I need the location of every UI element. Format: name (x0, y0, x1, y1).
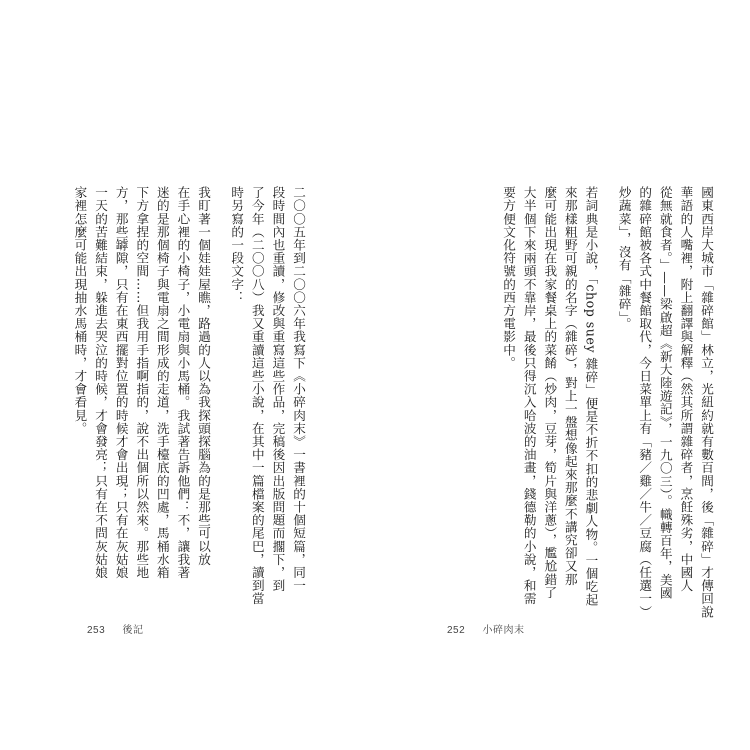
page-number: 253 (87, 625, 106, 636)
running-head: 小碎肉末 (482, 625, 525, 636)
text-column: 從無就食者。」——梁啟超《新大陸遊記》，一九〇三）。幟轉百年，美國 (657, 186, 673, 600)
text-column: 大半個下來兩頭不靠岸，最後只得沉入哈波的油畫，錢德勒的小說，和需 (521, 186, 537, 606)
page-footer (447, 621, 524, 636)
text-column: 方，那些罅隙，只有在東西擺對位置的時候才會出現；只有在灰姑娘 (113, 186, 129, 579)
text-column: 來那樣粗野可親的名字（雜碎），對上一盤想像起來那麼不講究卻又那 (562, 186, 578, 586)
text-column: 時另寫的一段文字： (229, 186, 245, 304)
running-head: 後記 (122, 625, 144, 636)
text-column: 迷的是那個椅子與電扇之間形成的走道，洗手檯底的凹處，馬桶水箱 (154, 186, 170, 579)
text-column: 要方便文化符號的西方電影中。 (501, 186, 517, 370)
text-column: 炒蔬菜」，沒有「雜碎」。 (616, 186, 632, 331)
text-column: 下方拿捏的空間……但我用手指啊指的，說不出個所以然來。那些地 (134, 186, 150, 579)
right-page (375, 0, 750, 750)
text-column: 麼可能出現在我家餐桌上的菜餚（炒肉，豆芽，筍片與洋蔥），尷尬錯了 (542, 186, 558, 599)
text-column: 家裡怎麼可能出現抽水馬桶時，才會看見。 (72, 186, 88, 435)
text-column: 若詞典是小說，「chop suey 雜碎」便是不折不扣的悲劇人物。一個吃起 (583, 186, 599, 607)
afterword-text (69, 186, 308, 606)
text-column: 段時間內也重讀，修改與重寫這些作品，完稿後因出版問題而擱下，到 (270, 186, 286, 593)
text-column: 國東西岸大城市「雜碎館」林立，光紐約就有數百間，後「雜碎」才傳回說 (699, 186, 714, 619)
text-column: 在手心裡的小椅子，小電扇與小馬桶。我試著告訴他們：不，讓我著 (175, 186, 191, 579)
story-text (497, 186, 716, 619)
text-column: 華語的人嘴裡，附上翻譯與解釋（然其所謂雜碎者，烹飪殊劣，中國人 (678, 186, 694, 593)
text-column: 我盯著一個娃娃屋瞧，路過的人以為我探頭探腦為的是那些可以放 (196, 186, 212, 566)
text-column: 了今年（二〇〇八）我又重讀這些小說，在其中一篇檔案的尾巴，讀到當 (249, 186, 265, 606)
page-footer (87, 621, 143, 636)
text-column: 一天的苦難結束，躲進去哭泣的時候，才會發亮；只有在不問灰姑娘 (93, 186, 109, 579)
text-column: 二〇〇五年到二〇〇六年我寫下《小碎肉末》一書裡的十個短篇，同一 (291, 186, 306, 593)
text-column: 的雜碎館被各式中餐館取代，今日菜單上有「豬／雞／牛／豆腐（任選一） (637, 186, 653, 619)
page-number: 252 (447, 625, 466, 636)
